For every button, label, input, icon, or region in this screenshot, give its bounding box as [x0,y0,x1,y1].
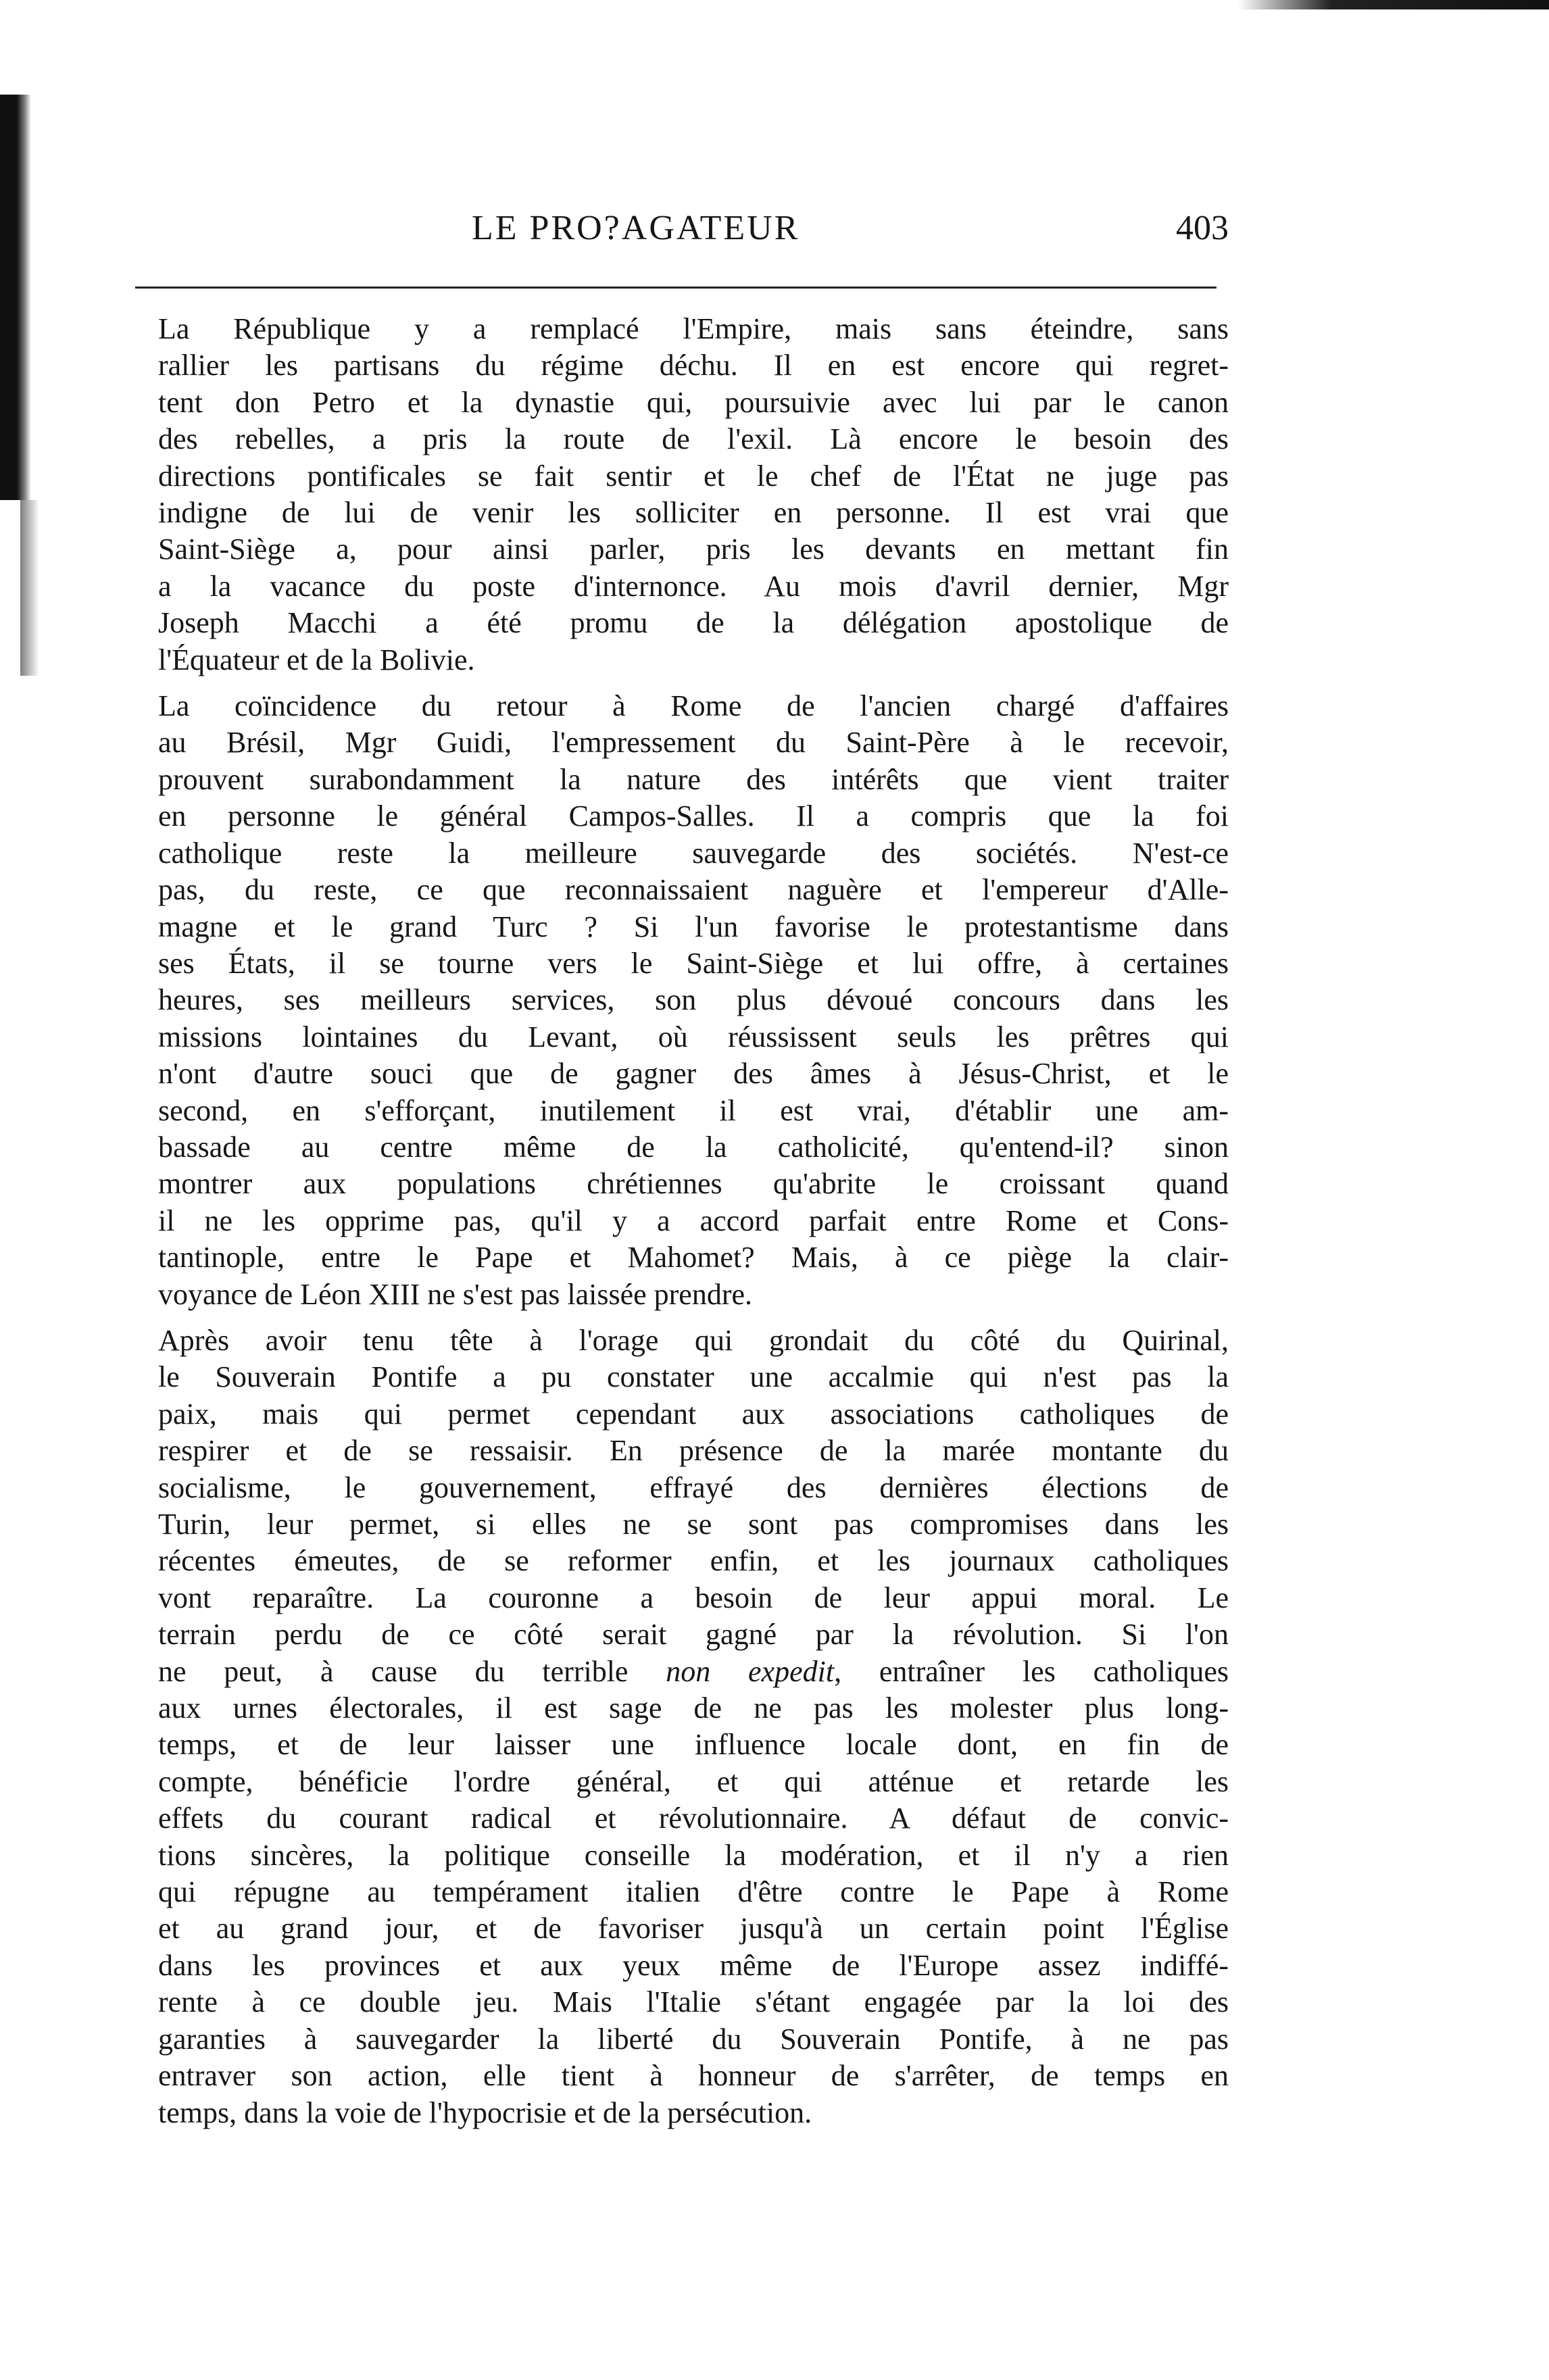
text-line: Saint-Siège a, pour ainsi parler, pris les devants en mettant fin [158,532,1229,566]
running-head [161,208,1229,255]
text-line: voyance de Léon XIII ne s'est pas laissée prendre. [158,1277,753,1311]
scan-artifact-top-rule [1238,0,1549,9]
text-line: magne et le grand Turc ? Si l'un favorise le protestantisme dans [158,910,1229,943]
text-line: directions pontificales se fait sentir et le chef de l'État ne juge pas [158,459,1229,493]
text-line: socialisme, le gouvernement, effrayé des dernières élections de [158,1470,1229,1504]
text-line: Joseph Macchi a été promu de la délégation apostolique de [158,606,1229,640]
text-line: tions sincères, la politique conseille la modération, et il n'y a rien [158,1838,1229,1872]
header-rule [135,287,1216,289]
text-line: pas, du reste, ce que reconnaissaient naguère et l'empereur d'Alle- [158,873,1229,907]
text-line: temps, dans la voie de l'hypocrisie et de la persécution. [158,2096,812,2129]
text-line: ne peut, à cause du terrible non expedit, entraîner les catholiques [158,1654,1229,1688]
text-line: terrain perdu de ce côté serait gagné par la révolution. Si l'on [158,1618,1229,1652]
text-line: et au grand jour, et de favoriser jusqu'à un certain point l'Église [158,1912,1229,1945]
text-line: La République y a remplacé l'Empire, mais sans éteindre, sans [158,312,1229,345]
text-line: montrer aux populations chrétiennes qu'abrite le croissant quand [158,1167,1229,1201]
page-number: 403 [1176,209,1229,247]
text-line: des rebelles, a pris la route de l'exil. Là encore le besoin des [158,422,1229,456]
text-line: catholique reste la meilleure sauvegarde des sociétés. N'est-ce [158,836,1229,870]
text-line: temps, et de leur laisser une influence locale dont, en fin de [158,1728,1229,1762]
text-line: au Brésil, Mgr Guidi, l'empressement du Saint-Père à le recevoir, [158,726,1229,760]
text-line: aux urnes électorales, il est sage de ne pas les molester plus long- [158,1691,1229,1725]
text-line: récentes émeutes, de se reformer enfin, et les journaux catholiques [158,1544,1229,1578]
text-line: vont reparaître. La couronne a besoin de leur appui moral. Le [158,1581,1229,1614]
text-line: Après avoir tenu tête à l'orage qui grondait du côté du Quirinal, [158,1323,1229,1357]
text-line: n'ont d'autre souci que de gagner des âmes à Jésus-Christ, et le [158,1057,1229,1091]
text-line: ses États, il se tourne vers le Saint-Siège et lui offre, à certaines [158,946,1229,980]
text-line: a la vacance du poste d'internonce. Au mois d'avril dernier, Mgr [158,569,1229,603]
text-line: second, en s'efforçant, inutilement il est vrai, d'établir une am- [158,1093,1229,1127]
text-line: indigne de lui de venir les solliciter en personne. Il est vrai que [158,496,1229,530]
text-line: missions lointaines du Levant, où réussissent seuls les prêtres qui [158,1020,1229,1053]
text-line: en personne le général Campos-Salles. Il a compris que la foi [158,799,1229,833]
text-line: compte, bénéficie l'ordre général, et qui atténue et retarde les [158,1764,1229,1798]
text-line: rallier les partisans du régime déchu. Il en est encore qui regret- [158,349,1229,382]
text-line: tent don Petro et la dynastie qui, poursuivie avec lui par le canon [158,385,1229,419]
text-line: La coïncidence du retour à Rome de l'ancien chargé d'affaires [158,689,1229,723]
body-text [158,311,1229,2141]
text-line: tantinople, entre le Pape et Mahomet? Mais, à ce piège la clair- [158,1241,1229,1274]
text-line: garanties à sauvegarder la liberté du Souverain Pontife, à ne pas [158,2022,1229,2056]
text-line: heures, ses meilleurs services, son plus dévoué concours dans les [158,983,1229,1017]
text-line: effets du courant radical et révolutionnaire. A défaut de convic- [158,1802,1229,1835]
scan-artifact-left-edge [0,95,31,500]
text-line: qui répugne au tempérament italien d'être contre le Pape à Rome [158,1875,1229,1909]
text-line: respirer et de se ressaisir. En présence de la marée montante du [158,1434,1229,1468]
running-title: LE PRO?AGATEUR [472,209,800,247]
text-line: l'Équateur et de la Bolivie. [158,643,475,676]
text-line: entraver son action, elle tient à honneur de s'arrêter, de temps en [158,2059,1229,2093]
paragraph [158,311,1229,678]
text-line: paix, mais qui permet cependant aux associations catholiques de [158,1397,1229,1431]
text-line: prouvent surabondamment la nature des intérêts que vient traiter [158,762,1229,796]
text-line: il ne les opprime pas, qu'il y a accord parfait entre Rome et Cons- [158,1204,1229,1237]
italic-phrase: non expedit [666,1654,835,1688]
scan-artifact-left-shadow [20,500,39,676]
text-line: dans les provinces et aux yeux même de l'Europe assez indiffé- [158,1948,1229,1982]
text-line: bassade au centre même de la catholicité, qu'entend-il? sinon [158,1130,1229,1164]
text-line: le Souverain Pontife a pu constater une accalmie qui n'est pas la [158,1360,1229,1394]
text-line: rente à ce double jeu. Mais l'Italie s'étant engagée par la loi des [158,1985,1229,2019]
text-line: Turin, leur permet, si elles ne se sont pas compromises dans les [158,1508,1229,1541]
paragraph [158,688,1229,1313]
paragraph [158,1322,1229,2131]
